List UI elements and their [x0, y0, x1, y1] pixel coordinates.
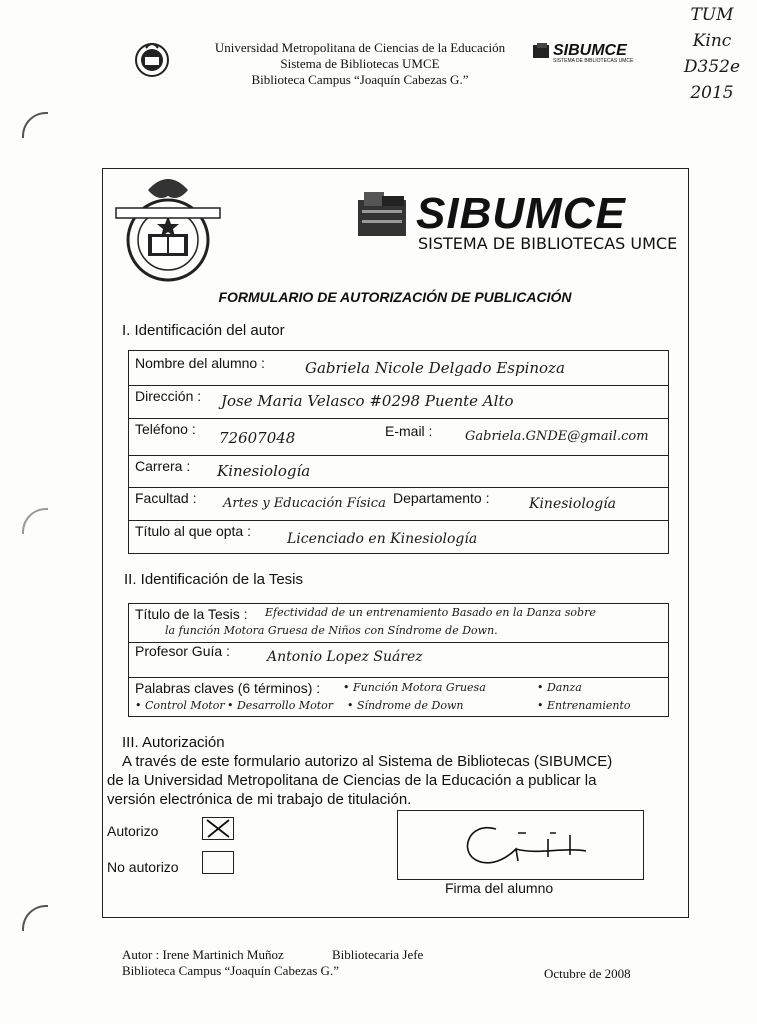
telefono-label: Teléfono : [135, 421, 196, 437]
corner-note-line: 2015 [690, 83, 734, 103]
carrera-label: Carrera : [135, 458, 191, 474]
form-title: FORMULARIO DE AUTORIZACIÓN DE PUBLICACIÓN [218, 289, 572, 305]
row-carrera [128, 455, 669, 488]
authorization-text-line: A través de este formulario autorizo al Sistema de Bibliotecas (SIBUMCE) [122, 753, 613, 770]
row-telefono [128, 418, 669, 456]
binder-hole [22, 112, 48, 138]
direccion-label: Dirección : [135, 388, 202, 404]
authorization-text-line: versión electrónica de mi trabajo de titulación. [107, 791, 412, 808]
footer-cargo: Bibliotecaria Jefe [332, 947, 424, 962]
footer-campus: Biblioteca Campus “Joaquín Cabezas G.” [122, 963, 339, 978]
row-profesor [128, 642, 669, 678]
keyword[interactable]: • Síndrome de Down [347, 699, 464, 712]
row-tesis [128, 603, 669, 643]
titulo-value[interactable]: Licenciado en Kinesiología [287, 531, 478, 547]
autorizo-label: Autorizo [107, 823, 159, 839]
row-facultad [128, 487, 669, 521]
footer-fecha: Octubre de 2008 [544, 966, 631, 981]
carrera-value[interactable]: Kinesiología [217, 462, 311, 480]
palabras-label: Palabras claves (6 términos) : [135, 680, 321, 696]
footer-autor: Autor : Irene Martinich Muñoz [122, 947, 284, 962]
tesis-value-line2[interactable]: la función Motora Gruesa de Niños con Síndrome de Down. [165, 624, 498, 637]
signature-scribble [398, 811, 643, 879]
nombre-value[interactable]: Gabriela Nicole Delgado Espinoza [305, 359, 565, 377]
authorization-text [107, 752, 682, 809]
corner-note-line: Kinc [692, 31, 732, 51]
tesis-value-line1[interactable]: Efectividad de un entrenamiento Basado en la Danza sobre [265, 606, 596, 619]
header-line-1: Universidad Metropolitana de Ciencias de la Educación [214, 40, 506, 55]
keyword[interactable]: • Entrenamiento [537, 699, 631, 712]
keyword[interactable]: • Danza [537, 681, 582, 694]
authorization-text-line: de la Universidad Metropolitana de Ciencias de la Educación a publicar la [107, 772, 597, 789]
row-direccion [128, 385, 669, 419]
sibumce-logo-small [533, 42, 633, 64]
tesis-label: Título de la Tesis : [135, 606, 248, 622]
nombre-label: Nombre del alumno : [135, 355, 265, 371]
university-seal [108, 170, 223, 287]
facultad-label: Facultad : [135, 490, 197, 506]
binder-hole [22, 508, 48, 534]
profesor-label: Profesor Guía : [135, 643, 230, 659]
sibumce-subtitle: SISTEMA DE BIBLIOTECAS UMCE [418, 234, 678, 253]
signature-box[interactable] [397, 810, 644, 880]
section-thesis-heading: II. Identificación de la Tesis [124, 571, 303, 588]
row-nombre [128, 350, 669, 386]
header-line-3: Biblioteca Campus “Joaquín Cabezas G.” [251, 72, 469, 87]
corner-note [672, 2, 752, 106]
email-label: E-mail : [385, 423, 433, 439]
profesor-value[interactable]: Antonio Lopez Suárez [267, 649, 423, 665]
sibumce-small-subtitle: SISTEMA DE BIBLIOTECAS UMCE [553, 58, 634, 64]
no-autorizo-checkbox[interactable] [202, 851, 234, 874]
telefono-value[interactable]: 72607048 [219, 429, 296, 447]
email-value[interactable]: Gabriela.GNDE@gmail.com [465, 429, 649, 444]
autorizo-checkbox[interactable] [202, 817, 234, 840]
direccion-value[interactable]: Jose Maria Velasco #0298 Puente Alto [221, 392, 514, 410]
keyword[interactable]: • Desarrollo Motor [227, 699, 333, 712]
section-author-heading: I. Identificación del autor [122, 322, 285, 339]
corner-note-line: TUM [690, 5, 734, 25]
sibumce-title: SIBUMCE [416, 189, 626, 238]
binder-hole [22, 905, 48, 931]
keyword[interactable]: • Control Motor [135, 699, 225, 712]
departamento-label: Departamento : [393, 490, 490, 506]
row-titulo [128, 520, 669, 554]
header-line-2: Sistema de Bibliotecas UMCE [280, 56, 440, 71]
check-x-icon [203, 818, 233, 839]
corner-note-line: D352e [683, 57, 741, 77]
titulo-label: Título al que opta : [135, 523, 251, 539]
sibumce-small-title: SIBUMCE [553, 42, 627, 59]
departamento-value[interactable]: Kinesiología [529, 496, 617, 512]
keyword[interactable]: • Función Motora Gruesa [343, 681, 486, 694]
no-autorizo-label: No autorizo [107, 859, 179, 875]
section-authorization-heading: III. Autorización [122, 734, 225, 751]
facultad-value[interactable]: Artes y Educación Física [223, 496, 386, 511]
firma-label: Firma del alumno [445, 880, 554, 896]
sibumce-logo [356, 190, 677, 253]
row-palabras [128, 677, 669, 717]
